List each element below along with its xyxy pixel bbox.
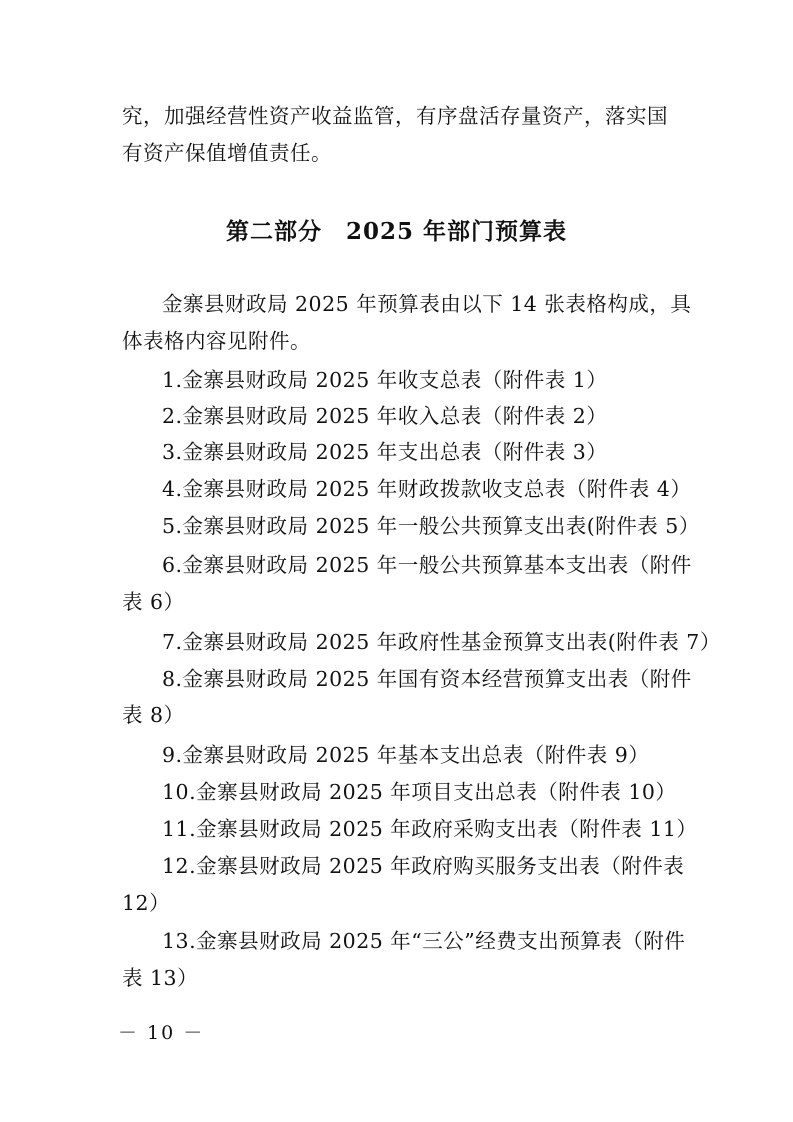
list-item-8-continuation: 表 8）: [122, 703, 185, 727]
list-item-8: 8.金寨县财政局 2025 年国有资本经营预算支出表（附件: [162, 667, 692, 691]
list-item-10: 10.金寨县财政局 2025 年项目支出总表（附件表 10）: [162, 780, 677, 804]
section-title: 第二部分 2025 年部门预算表: [225, 218, 568, 245]
list-item-12: 12.金寨县财政局 2025 年政府购买服务支出表（附件表: [162, 854, 685, 878]
body-text-line: 究，加强经营性资产收益监管，有序盘活存量资产，落实国: [122, 104, 668, 128]
list-item-7: 7.金寨县财政局 2025 年政府性基金预算支出表(附件表 7）: [162, 630, 721, 654]
list-item-11: 11.金寨县财政局 2025 年政府采购支出表（附件表 11）: [162, 817, 698, 841]
intro-text-line: 体表格内容见附件。: [122, 329, 311, 353]
list-item-2: 2.金寨县财政局 2025 年收入总表（附件表 2）: [162, 404, 608, 428]
list-item-13-continuation: 表 13）: [122, 966, 199, 990]
list-item-6-continuation: 表 6）: [122, 590, 185, 614]
list-item-6: 6.金寨县财政局 2025 年一般公共预算基本支出表（附件: [162, 553, 692, 577]
list-item-5: 5.金寨县财政局 2025 年一般公共预算支出表(附件表 5）: [162, 514, 700, 538]
intro-text-line: 金寨县财政局 2025 年预算表由以下 14 张表格构成，具: [162, 292, 692, 316]
list-item-4: 4.金寨县财政局 2025 年财政拨款收支总表（附件表 4）: [162, 477, 692, 501]
list-item-9: 9.金寨县财政局 2025 年基本支出总表（附件表 9）: [162, 743, 650, 767]
list-item-12-continuation: 12）: [122, 891, 171, 915]
list-item-3: 3.金寨县财政局 2025 年支出总表（附件表 3）: [162, 440, 608, 464]
page-number: － 10 －: [118, 1022, 205, 1044]
body-text-line: 有资产保值增值责任。: [122, 141, 332, 165]
list-item-1: 1.金寨县财政局 2025 年收支总表（附件表 1）: [162, 368, 608, 392]
list-item-13: 13.金寨县财政局 2025 年“三公”经费支出预算表（附件: [162, 929, 686, 953]
